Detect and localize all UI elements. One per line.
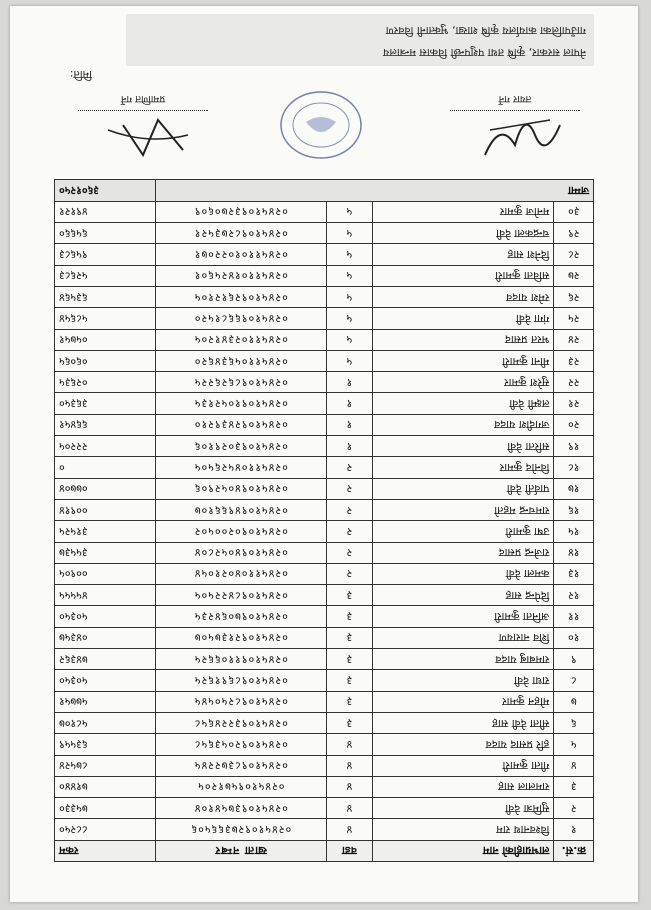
- table-row: [55, 308, 594, 329]
- cell-name: गंगा देवी: [372, 308, 554, 329]
- cell-ward: ४: [327, 819, 373, 840]
- signature-right-icon: [98, 110, 198, 165]
- cell-serial: ९: [554, 649, 594, 670]
- cell-ward: ५: [327, 244, 373, 265]
- cell-account: ०२४५१०९२४३९२१०: [155, 414, 327, 435]
- header-amount: रकम: [55, 840, 156, 861]
- cell-ward: ५: [327, 308, 373, 329]
- memo-label: मिति:: [69, 68, 92, 81]
- cell-name: हरि प्रसाद यादव: [372, 734, 554, 755]
- cell-account: ०२४५१०९८६९१६२५: [155, 670, 327, 691]
- cell-ward: २: [327, 542, 373, 563]
- cell-ward: ३: [327, 670, 373, 691]
- cell-ward: ३: [327, 606, 373, 627]
- cell-account: ०२४५१०९८६२६२२५: [155, 372, 327, 393]
- cell-ward: ५: [327, 265, 373, 286]
- cell-serial: ७: [554, 691, 594, 712]
- cell-amount: ००९१४: [55, 499, 156, 520]
- cell-serial: २८: [554, 244, 594, 265]
- cell-ward: १: [327, 414, 373, 435]
- cell-name: कमला देवी: [372, 563, 554, 584]
- table-row: [55, 286, 594, 307]
- cell-amount: ७१४४०: [55, 776, 156, 797]
- cell-name: मीना कुमारी: [372, 350, 554, 371]
- header-name: लाभग्राहीको नाम: [372, 840, 554, 861]
- cell-account: ०२४५१०९२०५३६५८: [155, 734, 327, 755]
- cell-account: ०२४५१०९४०५२९०६: [155, 478, 327, 499]
- table-row: [55, 776, 594, 797]
- cell-name: जगदीश यादव: [372, 414, 554, 435]
- table-row: [55, 414, 594, 435]
- cell-account: ०२४५११०१०२२०७१: [155, 244, 327, 265]
- table-row: [55, 478, 594, 499]
- cell-ward: २: [327, 499, 373, 520]
- table-row: [55, 649, 594, 670]
- cell-name: उषा कुमारी: [372, 521, 554, 542]
- table-row: [55, 734, 594, 755]
- signature-block-right: [68, 87, 218, 167]
- cell-account: ०२४५११०५६३४६२०: [155, 350, 327, 371]
- cell-ward: ५: [327, 201, 373, 222]
- cell-account: ०२४५१०९२६१२१०५: [155, 286, 327, 307]
- cell-account: ०२४५१०९३२७०६०९: [155, 201, 327, 222]
- cell-serial: १: [554, 819, 594, 840]
- cell-account: ०२४५१०९४९६६१०७: [155, 499, 327, 520]
- cell-serial: १८: [554, 457, 594, 478]
- cell-amount: ५२६८३: [55, 265, 156, 286]
- cell-account: ०२४५१०९१०५२१३५: [155, 393, 327, 414]
- cell-account: ०२४५१०९८३७२२४५: [155, 755, 327, 776]
- cell-serial: १७: [554, 478, 594, 499]
- cell-name: शिव नारायण: [372, 627, 554, 648]
- cell-account: ०२४५१०९११०६६२५: [155, 649, 327, 670]
- cell-amount: ०७७०४: [55, 478, 156, 499]
- cell-name: दिनेश साह: [372, 244, 554, 265]
- table-row: [55, 798, 594, 819]
- cell-amount: ९५६८३: [55, 244, 156, 265]
- table-row: [55, 542, 594, 563]
- cell-name: राजेन्द्र प्रसाद: [372, 542, 554, 563]
- cell-amount: ४५५५५: [55, 585, 156, 606]
- cell-account: ०२४५१०९८२७३५२१: [155, 223, 327, 244]
- cell-amount: ०४३५७: [55, 627, 156, 648]
- seal-icon: [276, 87, 366, 162]
- cell-serial: २२: [554, 372, 594, 393]
- cell-name: लक्ष्मी देवी: [372, 393, 554, 414]
- header-ward: वडा: [327, 840, 373, 861]
- cell-name: सविता कुमारी: [372, 265, 554, 286]
- cell-amount: ३१५२५: [55, 521, 156, 542]
- cell-serial: २: [554, 798, 594, 819]
- cell-name: मोहन कुमार: [372, 691, 554, 712]
- cell-serial: २३: [554, 350, 594, 371]
- cell-ward: २: [327, 457, 373, 478]
- cell-ward: ३: [327, 712, 373, 733]
- table-row: [55, 712, 594, 733]
- cell-serial: १६: [554, 499, 594, 520]
- cell-ward: ४: [327, 798, 373, 819]
- cell-amount: ७४३६२: [55, 649, 156, 670]
- cell-ward: २: [327, 478, 373, 499]
- cell-name: राधा देवी: [372, 670, 554, 691]
- cell-account: ०२४५१०९०२००५०२: [155, 521, 327, 542]
- cell-amount: ०: [55, 457, 156, 478]
- cell-amount: ५८६५४: [55, 308, 156, 329]
- cell-ward: ४: [327, 734, 373, 755]
- cell-serial: १५: [554, 521, 594, 542]
- signature-line-right: [78, 110, 208, 111]
- table-row: [55, 244, 594, 265]
- cell-name: सरिता देवी: [372, 436, 554, 457]
- cell-amount: २२२०५: [55, 436, 156, 457]
- cell-serial: ३: [554, 776, 594, 797]
- cell-account: ०२४५११०१४२५६०१: [155, 265, 327, 286]
- table-row: [55, 499, 594, 520]
- table-row: [55, 457, 594, 478]
- cell-ward: २: [327, 563, 373, 584]
- cell-account: ०२४५१०९५७१२०५: [155, 776, 327, 797]
- table-row: [55, 585, 594, 606]
- cell-amount: ८८२५०: [55, 819, 156, 840]
- table-row: [55, 755, 594, 776]
- document-sheet: [10, 6, 638, 902]
- signature-line-left: [450, 110, 580, 111]
- table-row: [55, 691, 594, 712]
- cell-amount: ८७५२४: [55, 755, 156, 776]
- table-row: [55, 201, 594, 222]
- cell-serial: २९: [554, 223, 594, 244]
- beneficiary-table: [54, 180, 594, 863]
- cell-ward: ३: [327, 627, 373, 648]
- cell-amount: ५८१०७: [55, 712, 156, 733]
- cell-amount: ५०३५०: [55, 670, 156, 691]
- cell-name: विनोद कुमार: [372, 457, 554, 478]
- cell-name: मनोज कुमार: [372, 201, 554, 222]
- table-row: [55, 393, 594, 414]
- table-header-row: [55, 840, 594, 861]
- cell-name: सीता देवी साह: [372, 712, 554, 733]
- header-serial: क्र.सं.: [554, 840, 594, 861]
- table-row: [55, 606, 594, 627]
- signature-caption-right: प्रमाणित गर्ने: [120, 93, 166, 104]
- cell-ward: ५: [327, 223, 373, 244]
- cell-account: ०२४५१०९६६८१५२०: [155, 308, 327, 329]
- cell-account: ०२४५११०४५२६५०५: [155, 457, 327, 478]
- total-amount: ३६०१२५०: [55, 180, 156, 201]
- cell-serial: १३: [554, 563, 594, 584]
- cell-amount: ५७७५१: [55, 691, 156, 712]
- cell-amount: ०२६३५: [55, 372, 156, 393]
- cell-ward: ४: [327, 776, 373, 797]
- cell-serial: १२: [554, 585, 594, 606]
- table-row: [55, 563, 594, 584]
- cell-name: चन्द्रकला देवी: [372, 223, 554, 244]
- table-row: [55, 670, 594, 691]
- signature-caption-left: तयार गर्ने: [498, 93, 532, 104]
- heading-line-1: नेपाल सरकार, कृषि तथा पशुपन्छी विकास मन्त्रालय: [383, 46, 586, 59]
- cell-account: ०२४५१०९४०५२८०४: [155, 542, 327, 563]
- cell-serial: २६: [554, 286, 594, 307]
- cell-serial: १४: [554, 542, 594, 563]
- header-account: खाता नम्बर: [155, 840, 327, 861]
- table-row: [55, 223, 594, 244]
- cell-name: रामबाबु यादव: [372, 649, 554, 670]
- total-row: [55, 180, 594, 201]
- cell-account: ०२४५१०९३०२९१०६: [155, 436, 327, 457]
- total-label: जम्मा: [155, 180, 593, 201]
- cell-name: सुरेश कुमार: [372, 372, 554, 393]
- cell-serial: १९: [554, 436, 594, 457]
- table-row: [55, 521, 594, 542]
- cell-account: ०२४५१०९३७५४१०४: [155, 798, 327, 819]
- cell-name: दिपेन्द्र साह: [372, 585, 554, 606]
- table-row: [55, 329, 594, 350]
- heading-line-2: गाउँपालिका कार्यालय कृषि शाखा, भुक्तानी विवरण: [385, 24, 586, 37]
- cell-serial: ८: [554, 670, 594, 691]
- cell-serial: २५: [554, 308, 594, 329]
- heading-box: [126, 14, 594, 66]
- cell-ward: १: [327, 372, 373, 393]
- cell-serial: ४: [554, 755, 594, 776]
- cell-serial: २७: [554, 265, 594, 286]
- cell-amount: ७५३३०: [55, 798, 156, 819]
- cell-serial: ५: [554, 734, 594, 755]
- cell-amount: ४९१२१: [55, 201, 156, 222]
- cell-serial: २१: [554, 393, 594, 414]
- cell-ward: ५: [327, 350, 373, 371]
- cell-serial: ३०: [554, 201, 594, 222]
- cell-amount: ३५५३७: [55, 542, 156, 563]
- cell-name: विश्वनाथ राम: [372, 819, 554, 840]
- cell-name: गीता कुमारी: [372, 755, 554, 776]
- cell-name: पार्वती देवी: [372, 478, 554, 499]
- table-row: [55, 350, 594, 371]
- cell-name: भरत प्रसाद: [372, 329, 554, 350]
- cell-ward: ४: [327, 755, 373, 776]
- cell-serial: १०: [554, 627, 594, 648]
- cell-account: ०२४५१०९८२५०५४५: [155, 691, 327, 712]
- cell-name: अनिता कुमारी: [372, 606, 554, 627]
- cell-ward: ३: [327, 585, 373, 606]
- cell-account: ०२४५१०९२१३७५०७: [155, 627, 327, 648]
- table-row: [55, 627, 594, 648]
- cell-ward: १: [327, 436, 373, 457]
- cell-name: रामचन्द्र महतो: [372, 499, 554, 520]
- cell-serial: ११: [554, 606, 594, 627]
- cell-amount: ६३५६४: [55, 286, 156, 307]
- cell-amount: ६५६६०: [55, 223, 156, 244]
- cell-amount: ५०३५०: [55, 606, 156, 627]
- cell-account: ०२४५१०९२७३६६५०६: [155, 819, 327, 840]
- cell-ward: ५: [327, 329, 373, 350]
- official-seal: [276, 87, 366, 162]
- cell-amount: ६३५५९: [55, 734, 156, 755]
- cell-amount: ०६०६५: [55, 350, 156, 371]
- cell-ward: ५: [327, 286, 373, 307]
- cell-serial: २०: [554, 414, 594, 435]
- cell-amount: ३६३५०: [55, 393, 156, 414]
- cell-account: ०२४५११०४०२१०५४: [155, 563, 327, 584]
- cell-name: सुमित्रा देवी: [372, 798, 554, 819]
- cell-account: ०२४५१०९३२२४६५८: [155, 712, 327, 733]
- table-row: [55, 372, 594, 393]
- cell-ward: ३: [327, 691, 373, 712]
- cell-account: ०२४५११०२३४१२०५: [155, 329, 327, 350]
- cell-ward: २: [327, 521, 373, 542]
- signature-block-left: [440, 87, 590, 167]
- signature-left-icon: [470, 110, 570, 165]
- cell-amount: ०५७५१: [55, 329, 156, 350]
- cell-account: ०२४५१०९८४२२५०५: [155, 585, 327, 606]
- table-row: [55, 819, 594, 840]
- cell-amount: ६६४५१: [55, 414, 156, 435]
- cell-ward: ३: [327, 649, 373, 670]
- cell-name: रमेश यादव: [372, 286, 554, 307]
- cell-ward: १: [327, 393, 373, 414]
- cell-name: रामलाल साह: [372, 776, 554, 797]
- table-row: [55, 265, 594, 286]
- cell-serial: ६: [554, 712, 594, 733]
- rotated-content: [10, 6, 638, 902]
- table-row: [55, 436, 594, 457]
- cell-account: ०२४५१०९७०६४२३५: [155, 606, 327, 627]
- cell-amount: ००९०५: [55, 563, 156, 584]
- cell-serial: २४: [554, 329, 594, 350]
